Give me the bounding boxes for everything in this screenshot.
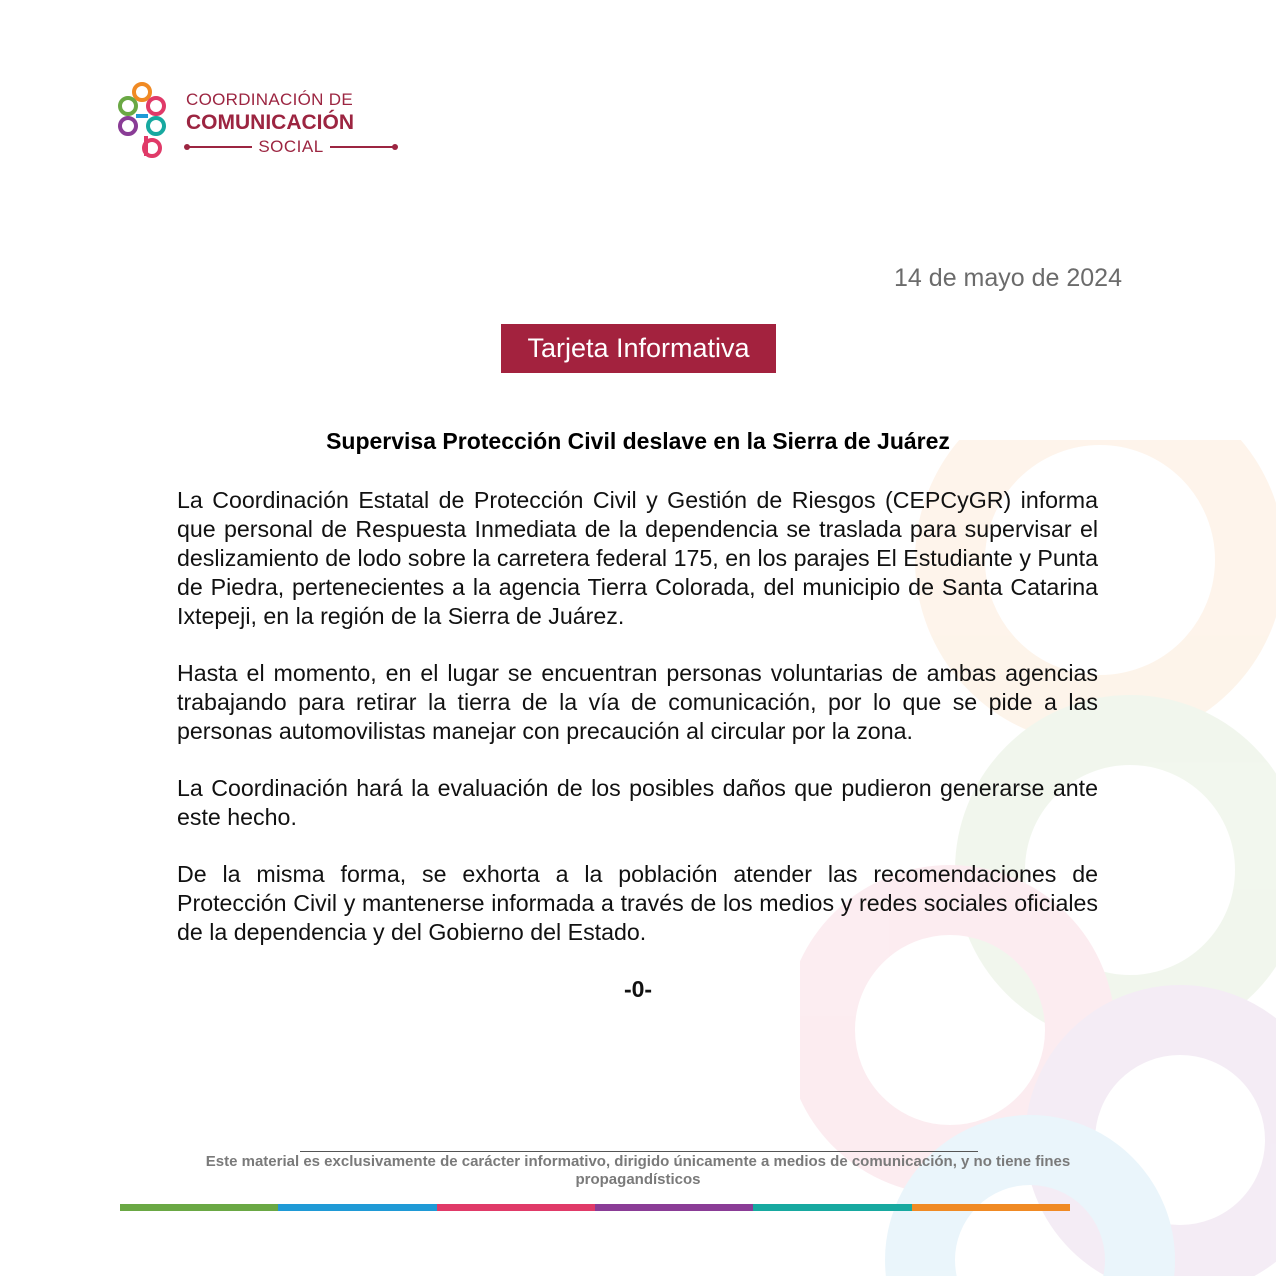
end-mark: -0- (623, 976, 653, 1002)
document-body (177, 486, 1098, 975)
logo-line-3 (186, 137, 396, 157)
document-title: Supervisa Protección Civil deslave en la Sierra de Juárez (326, 428, 950, 454)
document-date: 14 de mayo de 2024 (894, 264, 1122, 292)
paragraph-3: La Coordinación hará la evaluación de los posibles daños que pudieron generarse ante este hecho. (177, 775, 1098, 830)
disclaimer-divider (300, 1151, 978, 1152)
paragraph-2: Hasta el momento, en el lugar se encuentran personas voluntarias de ambas agencias trabajando para retirar la tierra de la vía de comunicación, por lo que se pide a las personas automovilistas manejar con precaución al circular por la zona. (177, 660, 1098, 744)
color-bar-segment (437, 1204, 595, 1211)
paragraph-1: La Coordinación Estatal de Protección Civil y Gestión de Riesgos (CEPCyGR) informa que personal de Respuesta Inmediata de la dependencia se traslada para supervisar el deslizamiento de lodo sobre la carretera federal 175, en los parajes El Estudiante y Punta de Piedra, pertenecientes a la agencia Tierra Colorada, del municipio de Santa Catarina Ixtepeji, en la región de la Sierra de Juárez. (177, 487, 1098, 629)
logo-wordmark (186, 90, 396, 157)
color-bar-segment (278, 1204, 436, 1211)
logo-knot-icon (116, 80, 172, 162)
paragraph-4: De la misma forma, se exhorta a la población atender las recomendaciones de Protección Civil y mantenerse informada a través de los medios y redes sociales oficiales de la dependencia y del Gobierno del Estado. (177, 861, 1098, 945)
logo-line-1: COORDINACIÓN DE (186, 90, 353, 109)
logo-line-2: COMUNICACIÓN (186, 111, 354, 134)
color-bar-segment (595, 1204, 753, 1211)
logo-line-3-label: SOCIAL (258, 137, 324, 156)
document-type-badge: Tarjeta Informativa (501, 324, 776, 373)
color-bar-segment (120, 1204, 278, 1211)
color-bar-segment (912, 1204, 1070, 1211)
disclaimer-text: Este material es exclusivamente de carácter informativo, dirigido únicamente a medios de comunicación, y no tiene fines propagandísticos (205, 1153, 1071, 1188)
color-bar-segment (753, 1204, 911, 1211)
header-logo (116, 80, 396, 166)
footer-color-bar (120, 1204, 1070, 1211)
